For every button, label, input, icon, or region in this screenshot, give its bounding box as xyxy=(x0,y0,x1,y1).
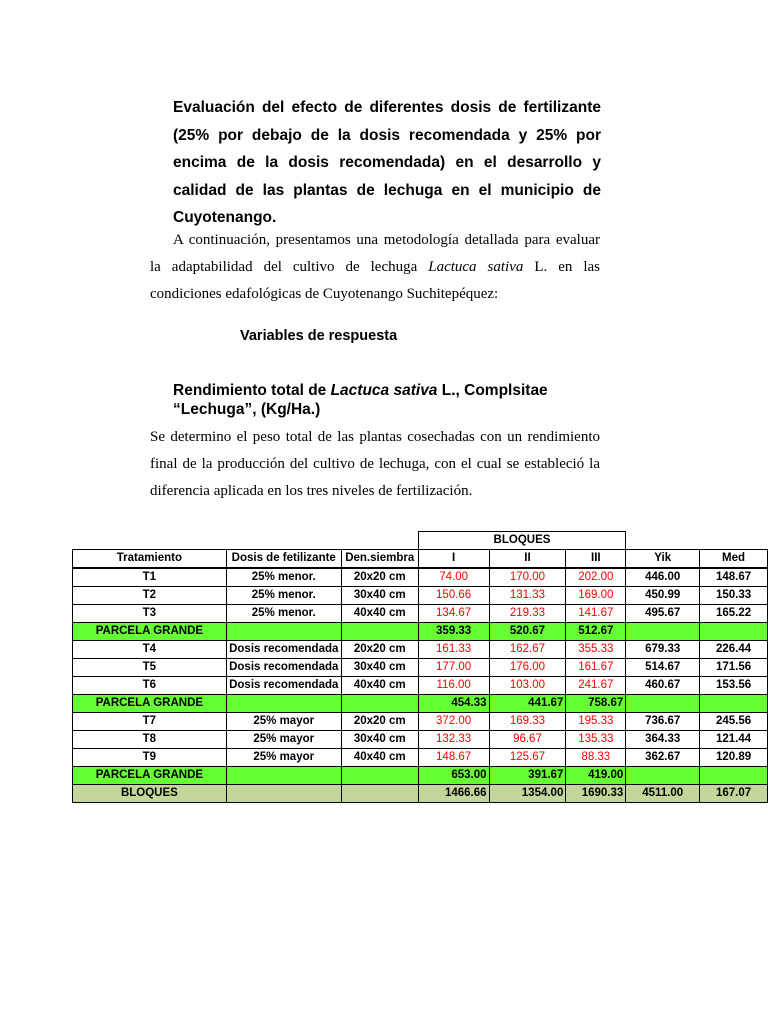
cell-bloque-ii: 131.33 xyxy=(489,587,566,605)
cell-bloque-i: 116.00 xyxy=(418,677,489,695)
cell-densiembra xyxy=(341,785,418,803)
subheading-species: Lactuca sativa xyxy=(330,382,438,399)
cell-tratamiento: PARCELA GRANDE xyxy=(73,623,227,641)
table-row xyxy=(73,587,768,605)
cell-bloque-iii: 169.00 xyxy=(566,587,626,605)
cell-bloque-iii: 512.67 xyxy=(566,623,626,641)
cell-med: 171.56 xyxy=(700,659,768,677)
cell-med: 153.56 xyxy=(700,677,768,695)
cell-bloque-i: 161.33 xyxy=(418,641,489,659)
cell-yik xyxy=(626,695,700,713)
cell-tratamiento: PARCELA GRANDE xyxy=(73,767,227,785)
cell-densiembra: 20x20 cm xyxy=(341,713,418,731)
cell-dosis xyxy=(226,623,341,641)
cell-dosis: Dosis recomendada xyxy=(226,659,341,677)
cell-dosis xyxy=(226,695,341,713)
cell-bloque-iii: 1690.33 xyxy=(566,785,626,803)
header-densiembra: Den.siembra xyxy=(341,550,418,569)
cell-med xyxy=(700,623,768,641)
cell-dosis: Dosis recomendada xyxy=(226,677,341,695)
cell-bloque-ii: 391.67 xyxy=(489,767,566,785)
cell-densiembra: 30x40 cm xyxy=(341,659,418,677)
cell-tratamiento: T7 xyxy=(73,713,227,731)
cell-yik: 4511.00 xyxy=(626,785,700,803)
cell-med: 226.44 xyxy=(700,641,768,659)
table-row xyxy=(73,659,768,677)
cell-med: 165.22 xyxy=(700,605,768,623)
cell-bloque-iii: 135.33 xyxy=(566,731,626,749)
parcela-row xyxy=(73,623,768,641)
cell-yik: 514.67 xyxy=(626,659,700,677)
table-row xyxy=(73,641,768,659)
subheading-part1: Rendimiento total de xyxy=(173,382,331,399)
cell-tratamiento: PARCELA GRANDE xyxy=(73,695,227,713)
group-header-row xyxy=(73,532,768,550)
cell-tratamiento: BLOQUES xyxy=(73,785,227,803)
cell-densiembra xyxy=(341,623,418,641)
cell-densiembra: 40x40 cm xyxy=(341,677,418,695)
cell-bloque-iii: 141.67 xyxy=(566,605,626,623)
cell-bloque-ii: 1354.00 xyxy=(489,785,566,803)
cell-bloque-ii: 176.00 xyxy=(489,659,566,677)
subheading-part2: L., Complsitae “Lechuga”, (Kg/Ha.) xyxy=(173,382,548,418)
header-dosis: Dosis de fetilizante xyxy=(226,550,341,569)
cell-densiembra: 30x40 cm xyxy=(341,731,418,749)
cell-dosis: 25% menor. xyxy=(226,605,341,623)
cell-yik: 679.33 xyxy=(626,641,700,659)
cell-dosis xyxy=(226,767,341,785)
cell-bloque-iii: 88.33 xyxy=(566,749,626,767)
parcela-row xyxy=(73,695,768,713)
cell-bloque-iii: 195.33 xyxy=(566,713,626,731)
cell-tratamiento: T3 xyxy=(73,605,227,623)
cell-densiembra: 40x40 cm xyxy=(341,749,418,767)
cell-bloque-i: 132.33 xyxy=(418,731,489,749)
table-row xyxy=(73,605,768,623)
cell-yik: 362.67 xyxy=(626,749,700,767)
cell-bloque-ii: 125.67 xyxy=(489,749,566,767)
cell-bloque-i: 653.00 xyxy=(418,767,489,785)
header-tratamiento: Tratamiento xyxy=(73,550,227,569)
cell-bloque-iii: 161.67 xyxy=(566,659,626,677)
cell-tratamiento: T6 xyxy=(73,677,227,695)
cell-bloque-i: 134.67 xyxy=(418,605,489,623)
intro-text-part1: A continuación, presentamos una metodología detallada para evaluar la adaptabilidad del cultivo de lechuga xyxy=(150,232,600,275)
cell-bloque-ii: 162.67 xyxy=(489,641,566,659)
cell-densiembra: 30x40 cm xyxy=(341,587,418,605)
cell-densiembra: 20x20 cm xyxy=(341,568,418,587)
cell-dosis: 25% mayor xyxy=(226,731,341,749)
cell-bloque-iii: 758.67 xyxy=(566,695,626,713)
header-bloque-ii: II xyxy=(489,550,566,569)
column-header-row xyxy=(73,550,768,569)
cell-dosis xyxy=(226,785,341,803)
cell-dosis: 25% menor. xyxy=(226,568,341,587)
header-yik: Yik xyxy=(626,550,700,569)
bloques-group-header: BLOQUES xyxy=(418,532,626,550)
header-bloque-i: I xyxy=(418,550,489,569)
cell-dosis: 25% mayor xyxy=(226,749,341,767)
cell-bloque-ii: 103.00 xyxy=(489,677,566,695)
cell-yik: 364.33 xyxy=(626,731,700,749)
results-table xyxy=(72,531,768,803)
cell-bloque-i: 454.33 xyxy=(418,695,489,713)
cell-densiembra xyxy=(341,767,418,785)
table-row xyxy=(73,568,768,587)
cell-tratamiento: T2 xyxy=(73,587,227,605)
cell-bloque-iii: 419.00 xyxy=(566,767,626,785)
cell-med: 120.89 xyxy=(700,749,768,767)
cell-tratamiento: T1 xyxy=(73,568,227,587)
cell-densiembra xyxy=(341,695,418,713)
table-row xyxy=(73,713,768,731)
cell-tratamiento: T8 xyxy=(73,731,227,749)
cell-yik: 495.67 xyxy=(626,605,700,623)
cell-bloque-iii: 355.33 xyxy=(566,641,626,659)
intro-text-part2: L. en las condiciones edafológicas de Cuyotenango Suchitepéquez: xyxy=(150,259,600,302)
cell-med: 167.07 xyxy=(700,785,768,803)
table-row xyxy=(73,731,768,749)
cell-bloque-ii: 520.67 xyxy=(489,623,566,641)
cell-med xyxy=(700,695,768,713)
header-med: Med xyxy=(700,550,768,569)
cell-yik: 460.67 xyxy=(626,677,700,695)
cell-med xyxy=(700,767,768,785)
table-row xyxy=(73,749,768,767)
cell-med: 121.44 xyxy=(700,731,768,749)
cell-bloque-iii: 241.67 xyxy=(566,677,626,695)
table-row xyxy=(73,677,768,695)
cell-bloque-i: 74.00 xyxy=(418,568,489,587)
cell-bloque-ii: 170.00 xyxy=(489,568,566,587)
cell-bloque-ii: 96.67 xyxy=(489,731,566,749)
parcela-row xyxy=(73,767,768,785)
intro-paragraph xyxy=(150,227,600,308)
totals-row xyxy=(73,785,768,803)
cell-densiembra: 20x20 cm xyxy=(341,641,418,659)
cell-bloque-ii: 219.33 xyxy=(489,605,566,623)
cell-bloque-i: 150.66 xyxy=(418,587,489,605)
cell-yik: 736.67 xyxy=(626,713,700,731)
cell-bloque-iii: 202.00 xyxy=(566,568,626,587)
cell-med: 150.33 xyxy=(700,587,768,605)
cell-tratamiento: T5 xyxy=(73,659,227,677)
section-heading: Variables de respuesta xyxy=(240,328,398,344)
cell-bloque-i: 177.00 xyxy=(418,659,489,677)
cell-bloque-i: 372.00 xyxy=(418,713,489,731)
cell-med: 245.56 xyxy=(700,713,768,731)
description-paragraph: Se determino el peso total de las plantas cosechadas con un rendimiento final de la producción del cultivo de lechuga, con el cual se estableció la diferencia aplicada en los tres niveles de fertilización. xyxy=(150,429,600,499)
cell-yik: 446.00 xyxy=(626,568,700,587)
cell-bloque-i: 1466.66 xyxy=(418,785,489,803)
cell-yik xyxy=(626,767,700,785)
intro-species-name: Lactuca sativa xyxy=(428,259,524,275)
header-bloque-iii: III xyxy=(566,550,626,569)
subsection-heading xyxy=(173,381,633,419)
cell-bloque-i: 359.33 xyxy=(418,623,489,641)
cell-tratamiento: T9 xyxy=(73,749,227,767)
cell-dosis: Dosis recomendada xyxy=(226,641,341,659)
cell-densiembra: 40x40 cm xyxy=(341,605,418,623)
cell-bloque-ii: 441.67 xyxy=(489,695,566,713)
cell-bloque-ii: 169.33 xyxy=(489,713,566,731)
document-title: Evaluación del efecto de diferentes dosis de fertilizante (25% por debajo de la dosis recomendada y 25% por encima de la dosis recomendada) en el desarrollo y calidad de las plantas de lechuga en el municipio de Cuyotenango. xyxy=(173,99,601,226)
cell-tratamiento: T4 xyxy=(73,641,227,659)
cell-dosis: 25% mayor xyxy=(226,713,341,731)
cell-yik: 450.99 xyxy=(626,587,700,605)
cell-dosis: 25% menor. xyxy=(226,587,341,605)
cell-bloque-i: 148.67 xyxy=(418,749,489,767)
cell-med: 148.67 xyxy=(700,568,768,587)
cell-yik xyxy=(626,623,700,641)
